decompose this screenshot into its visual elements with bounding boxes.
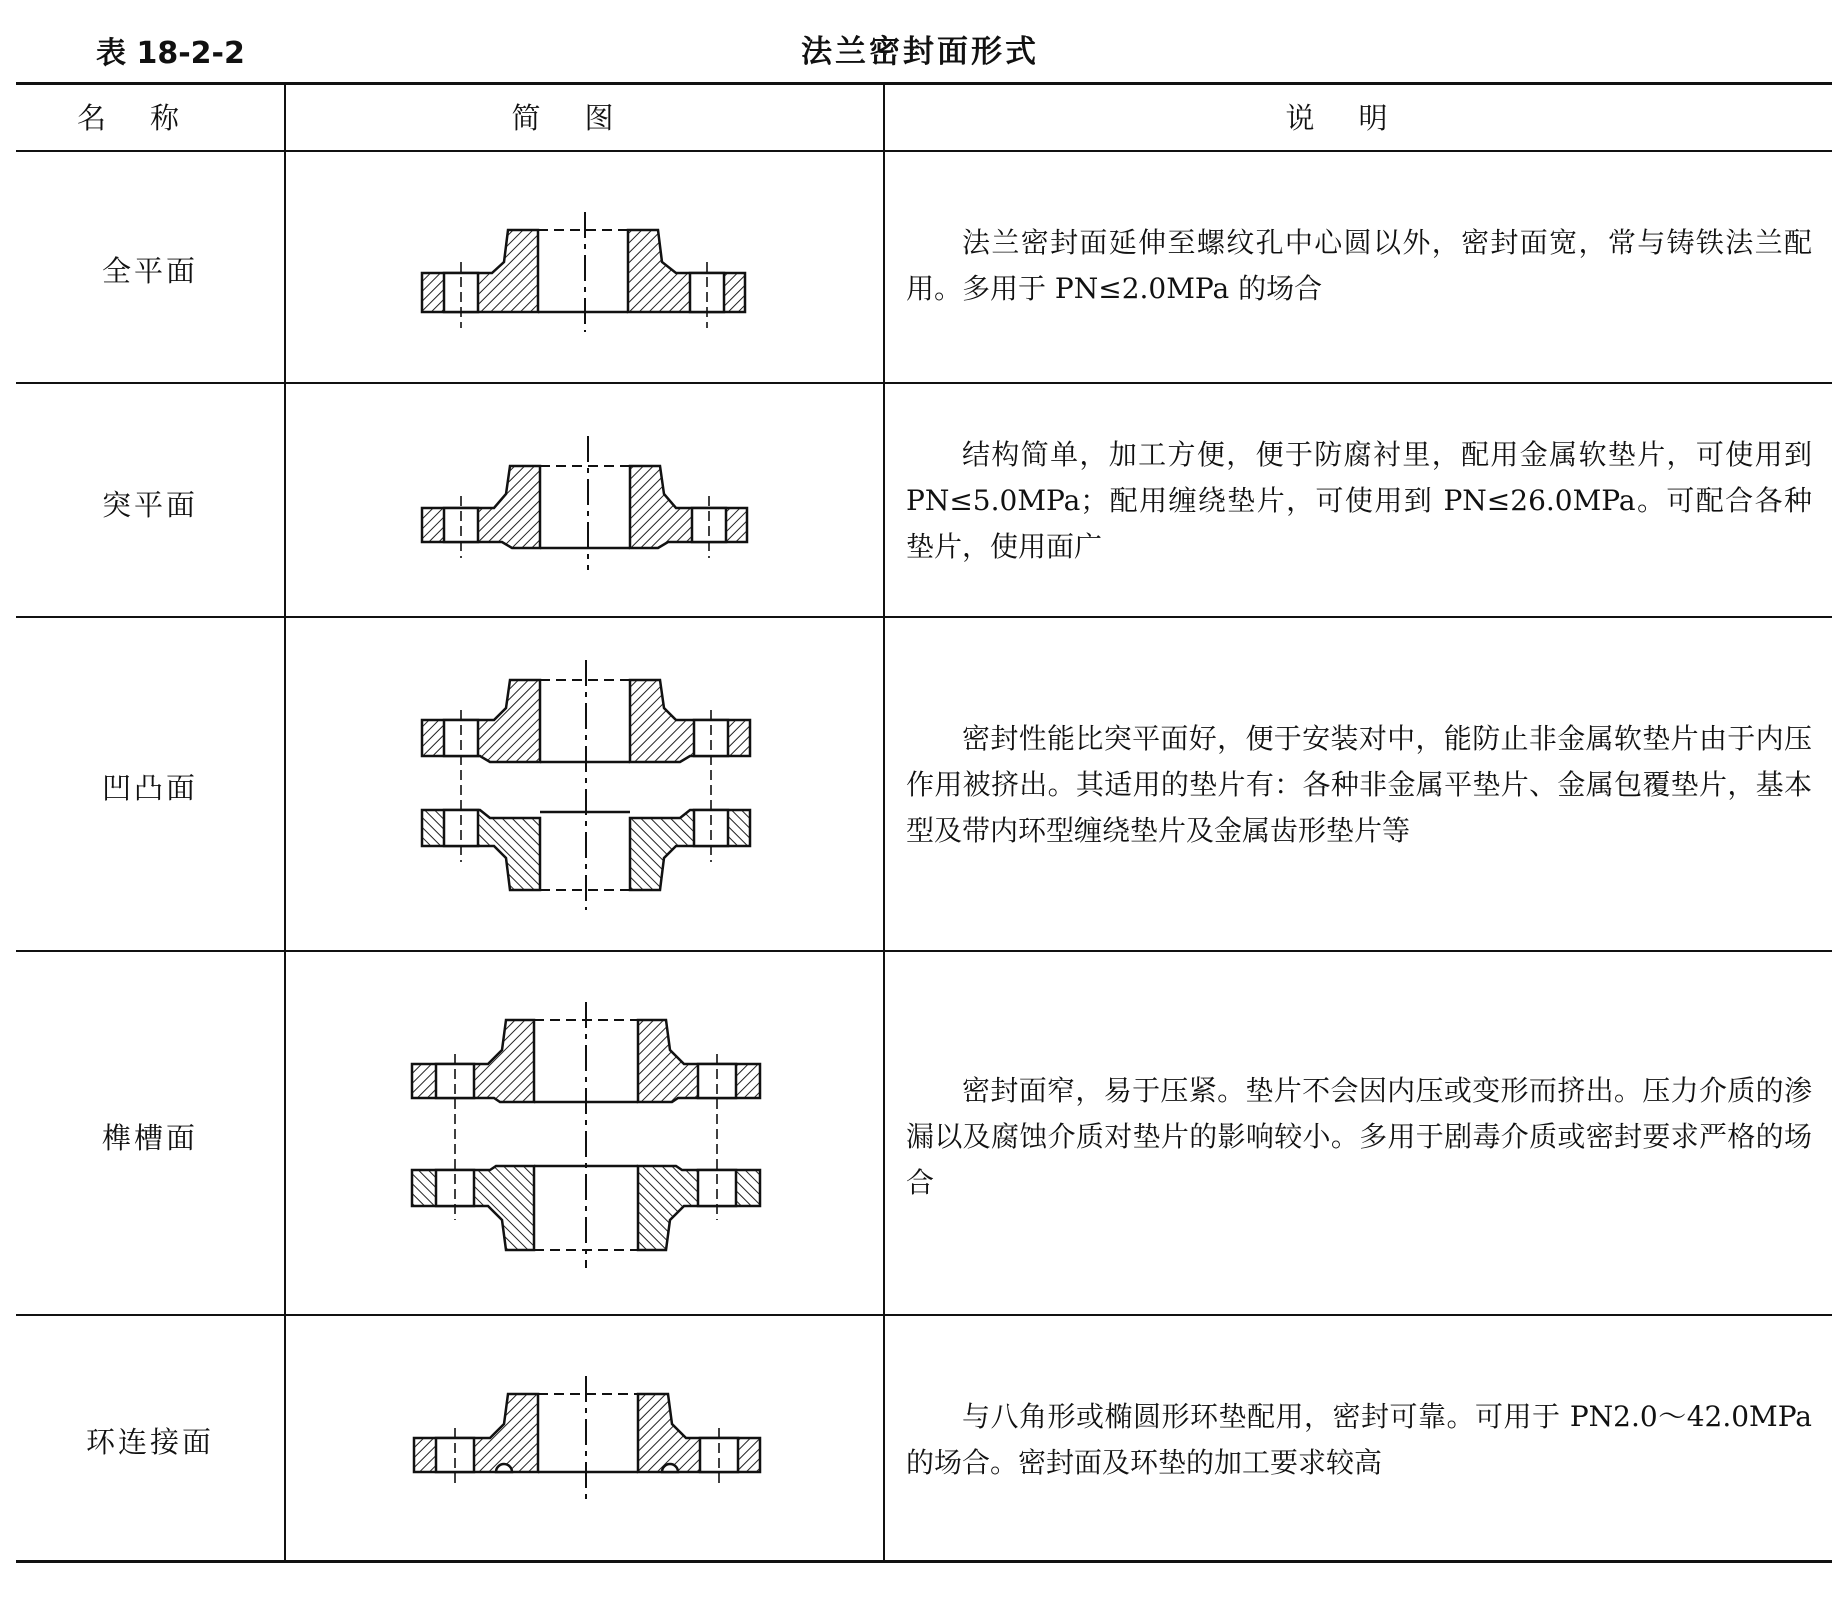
ring-joint-flange-diagram: [414, 1376, 760, 1500]
table-number: 表 18-2-2: [96, 36, 245, 71]
row-description: 与八角形或椭圆形环垫配用，密封可靠。可用于 PN2.0～42.0MPa 的场合。密封面及环垫的加工要求较高: [906, 1400, 1812, 1479]
row-description: 结构简单，加工方便，便于防腐衬里，配用金属软垫片，可使用到 PN≤5.0MPa；配用缠绕垫片，可使用到 PN≤26.0MPa。可配合各种垫片，使用面广: [906, 438, 1812, 563]
row-name: 环连接面: [85, 1425, 214, 1459]
header-diagram: 简图: [511, 101, 658, 135]
tongue-groove-flange-diagram: [412, 1002, 760, 1268]
row-description: 法兰密封面延伸至螺纹孔中心圆以外，密封面宽，常与铸铁法兰配用。多用于 PN≤2.0MPa 的场合: [906, 226, 1812, 305]
row-description: 密封性能比突平面好，便于安装对中，能防止非金属软垫片由于内压作用被挤出。其适用的垫片有：各种非金属平垫片、金属包覆垫片，基本型及带内环型缠绕垫片及金属齿形垫片等: [906, 722, 1812, 847]
row-name: 凹凸面: [101, 771, 198, 805]
row-description: 密封面窄，易于压紧。垫片不会因内压或变形而挤出。压力介质的渗漏以及腐蚀介质对垫片的影响较小。多用于剧毒介质或密封要求严格的场合: [906, 1074, 1812, 1199]
row-name: 突平面: [101, 488, 198, 522]
male-female-flange-diagram: [422, 660, 750, 910]
full-face-flange-diagram: [422, 212, 745, 332]
raised-face-flange-diagram: [422, 436, 747, 570]
table-title: 法兰密封面形式: [801, 34, 1039, 70]
row-name: 全平面: [101, 254, 198, 288]
row-name: 榫槽面: [101, 1121, 198, 1155]
header-name: 名称: [76, 101, 223, 135]
header-description: 说明: [1285, 101, 1432, 135]
